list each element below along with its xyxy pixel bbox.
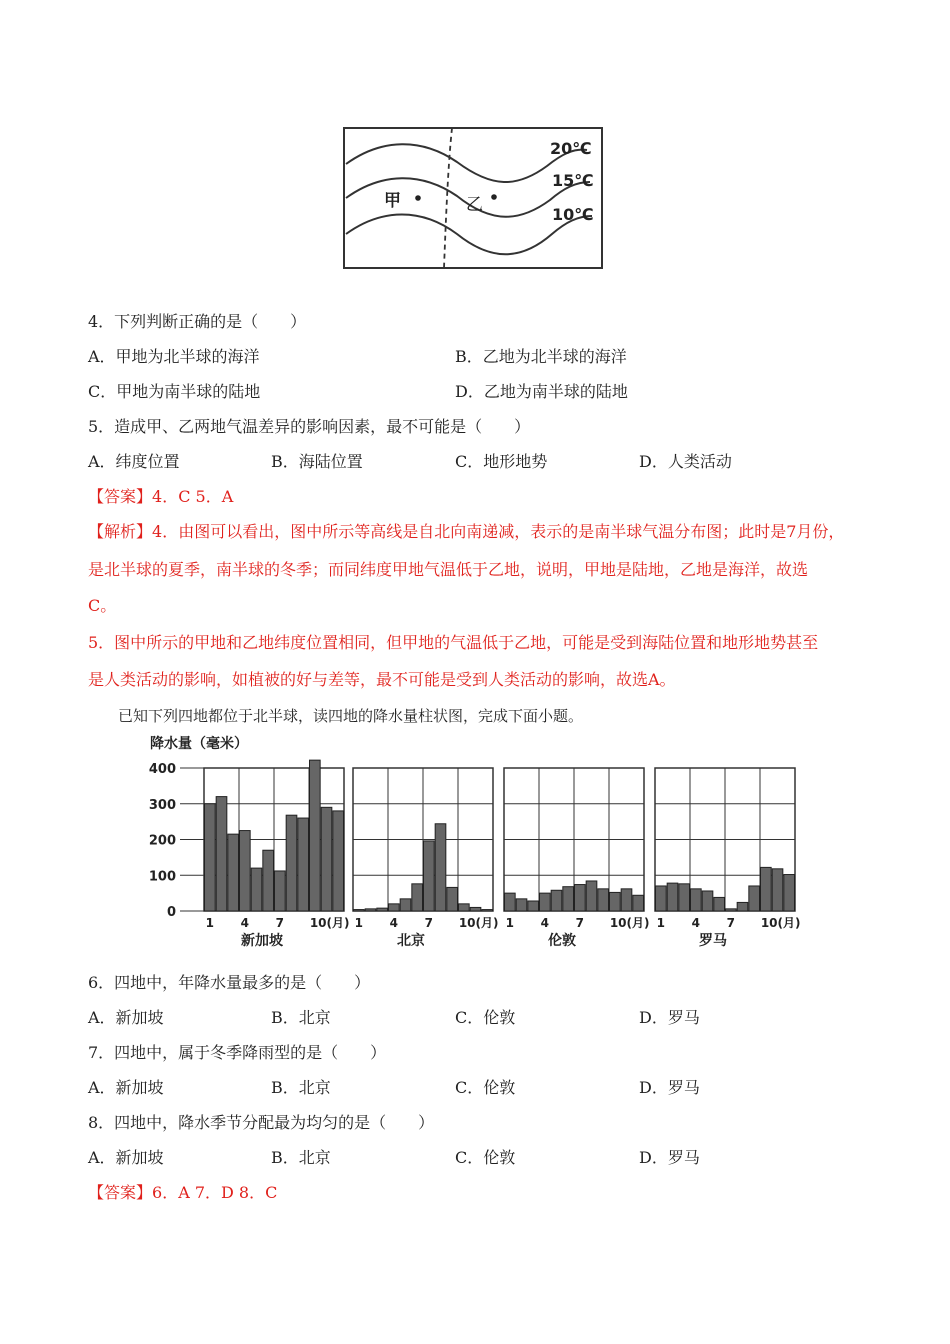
q6-option-a: A．新加坡 bbox=[88, 1008, 164, 1027]
bar bbox=[667, 883, 678, 911]
label-jia: 甲 bbox=[384, 191, 401, 211]
bar bbox=[702, 891, 713, 911]
explanation-line-2: 是北半球的夏季，南半球的冬季；而同纬度甲地气温低于乙地，说明，甲地是陆地，乙地是海洋，故选 bbox=[88, 560, 809, 579]
q7-stem: 7．四地中，属于冬季降雨型的是（ ） bbox=[88, 1043, 387, 1062]
bar bbox=[621, 889, 632, 911]
q5-stem: 5．造成甲、乙两地气温差异的影响因素，最不可能是（ ） bbox=[88, 417, 531, 436]
bar bbox=[714, 897, 725, 911]
bar bbox=[240, 831, 251, 911]
explanation-line-4: 5．图中所示的甲地和乙地纬度位置相同，但甲地的气温低于乙地，可能是受到海陆位置和地形地势甚至 bbox=[88, 633, 819, 652]
x-tick-label: 1 bbox=[354, 916, 364, 930]
bar bbox=[563, 887, 574, 911]
x-tick-label: 1 bbox=[505, 916, 515, 930]
bar bbox=[424, 841, 435, 911]
bar bbox=[749, 886, 760, 911]
bar bbox=[551, 890, 562, 911]
point-jia bbox=[415, 195, 421, 201]
x-tick-label: 4 bbox=[240, 916, 250, 930]
label-15c: 15℃ bbox=[552, 171, 594, 190]
q8-option-b: B．北京 bbox=[271, 1148, 331, 1167]
q6-stem: 6．四地中，年降水量最多的是（ ） bbox=[88, 973, 371, 992]
bar bbox=[575, 885, 586, 911]
bar bbox=[365, 909, 376, 911]
bar bbox=[216, 797, 227, 911]
bar bbox=[251, 868, 262, 911]
bar bbox=[435, 824, 446, 911]
q7-option-b: B．北京 bbox=[271, 1078, 331, 1097]
explanation-line-3: C。 bbox=[88, 596, 117, 615]
bar bbox=[761, 867, 772, 911]
bar bbox=[482, 910, 493, 911]
q6-option-c: C．伦敦 bbox=[455, 1008, 516, 1027]
bar bbox=[784, 875, 795, 911]
y-tick-label: 0 bbox=[166, 905, 176, 920]
bar bbox=[516, 899, 527, 911]
bar bbox=[691, 889, 702, 911]
bar bbox=[772, 869, 783, 911]
q8-stem: 8．四地中，降水季节分配最为均匀的是（ ） bbox=[88, 1113, 435, 1132]
bar bbox=[528, 901, 539, 911]
q5-option-b: B．海陆位置 bbox=[271, 452, 363, 471]
explanation-line-1 bbox=[88, 522, 844, 542]
panel-3 bbox=[655, 768, 801, 949]
label-yi: 乙 bbox=[466, 195, 483, 215]
q5-option-c: C．地形地势 bbox=[455, 452, 548, 471]
point-yi bbox=[491, 194, 497, 200]
answer-text: 4．C 5．A bbox=[152, 487, 234, 506]
bar bbox=[310, 760, 321, 911]
bar bbox=[459, 904, 470, 911]
x-tick-label: 7 bbox=[424, 916, 434, 930]
bar bbox=[263, 850, 274, 911]
q7-option-c: C．伦敦 bbox=[455, 1078, 516, 1097]
q5-option-d: D．人类活动 bbox=[639, 452, 732, 471]
q8-option-a: A．新加坡 bbox=[88, 1148, 164, 1167]
x-tick-label: 1 bbox=[205, 916, 215, 930]
x-tick-label: 4 bbox=[389, 916, 399, 930]
explanation-line-5: 是人类活动的影响，如植被的好与差等，最不可能是受到人类活动的影响，故选A。 bbox=[88, 670, 676, 689]
answer-tag: 【答案】 bbox=[88, 487, 153, 506]
y-tick-label: 300 bbox=[148, 797, 176, 813]
y-tick-label: 100 bbox=[148, 869, 176, 885]
intro-text: 已知下列四地都位于北半球，读四地的降水量柱状图，完成下面小题。 bbox=[118, 707, 584, 725]
y-tick-label: 200 bbox=[148, 833, 176, 849]
bar bbox=[737, 902, 748, 911]
x-tick-label: 10(月) bbox=[760, 916, 801, 930]
panel-2 bbox=[504, 768, 650, 949]
bar bbox=[610, 892, 621, 911]
x-tick-label: 4 bbox=[691, 916, 701, 930]
label-10c: 10℃ bbox=[552, 205, 594, 224]
answer-6-8 bbox=[88, 1183, 277, 1203]
answer-tag: 【答案】 bbox=[88, 1183, 153, 1202]
q7-option-d: D．罗马 bbox=[639, 1078, 700, 1097]
x-tick-label: 7 bbox=[275, 916, 285, 930]
bar bbox=[586, 881, 597, 911]
x-tick-label: 4 bbox=[540, 916, 550, 930]
bar bbox=[400, 899, 411, 911]
answer-4-5 bbox=[88, 487, 233, 507]
isotherm-map bbox=[342, 126, 604, 271]
q6-option-b: B．北京 bbox=[271, 1008, 331, 1027]
q4-option-a: A．甲地为北半球的海洋 bbox=[88, 347, 260, 366]
label-20c: 20℃ bbox=[550, 139, 592, 158]
x-tick-label: 7 bbox=[575, 916, 585, 930]
bar bbox=[389, 904, 400, 911]
explanation-tag: 【解析】 bbox=[88, 522, 153, 541]
bar bbox=[205, 804, 216, 911]
panel-0 bbox=[204, 760, 350, 949]
panel-name: 新加坡 bbox=[241, 933, 283, 949]
bar bbox=[228, 834, 239, 911]
bar bbox=[598, 889, 609, 911]
q6-option-d: D．罗马 bbox=[639, 1008, 700, 1027]
q8-option-d: D．罗马 bbox=[639, 1148, 700, 1167]
bar bbox=[354, 910, 365, 911]
panel-name: 伦敦 bbox=[548, 933, 576, 949]
bar bbox=[412, 884, 423, 911]
q5-option-a: A．纬度位置 bbox=[88, 452, 180, 471]
bar bbox=[633, 895, 644, 911]
y-axis-label: 降水量（毫米） bbox=[150, 736, 248, 752]
answer-text: 6．A 7．D 8．C bbox=[152, 1183, 278, 1202]
bar bbox=[470, 907, 481, 911]
bar bbox=[275, 871, 286, 911]
x-tick-label: 10(月) bbox=[458, 916, 499, 930]
bar bbox=[286, 815, 297, 911]
q4-option-c: C．甲地为南半球的陆地 bbox=[88, 382, 261, 401]
bar bbox=[679, 884, 690, 911]
bar bbox=[333, 811, 344, 911]
explanation-text-1: 4．由图可以看出，图中所示等高线是自北向南递减，表示的是南半球气温分布图；此时是7月份， bbox=[152, 522, 845, 541]
y-tick-label: 400 bbox=[148, 762, 176, 777]
precipitation-chart bbox=[140, 732, 810, 952]
bar bbox=[656, 886, 667, 911]
x-tick-label: 10(月) bbox=[609, 916, 650, 930]
panel-name: 罗马 bbox=[699, 933, 727, 949]
x-tick-label: 10(月) bbox=[309, 916, 350, 930]
q4-stem: 4．下列判断正确的是（ ） bbox=[88, 312, 307, 331]
q4-option-b: B．乙地为北半球的海洋 bbox=[455, 347, 627, 366]
bar bbox=[321, 807, 332, 911]
q7-option-a: A．新加坡 bbox=[88, 1078, 164, 1097]
bar bbox=[726, 909, 737, 911]
panel-1 bbox=[353, 768, 499, 949]
bar bbox=[298, 818, 309, 911]
bar bbox=[377, 908, 388, 911]
q4-option-d: D．乙地为南半球的陆地 bbox=[455, 382, 628, 401]
bar bbox=[447, 887, 458, 911]
panel-name: 北京 bbox=[397, 933, 425, 949]
x-tick-label: 7 bbox=[726, 916, 736, 930]
q8-option-c: C．伦敦 bbox=[455, 1148, 516, 1167]
x-tick-label: 1 bbox=[656, 916, 666, 930]
bar bbox=[505, 893, 516, 911]
bar bbox=[540, 893, 551, 911]
